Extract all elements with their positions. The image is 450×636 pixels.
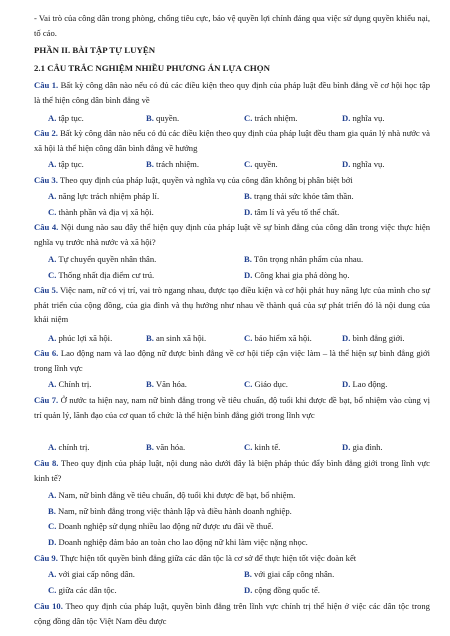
option-b: B. văn hóa. — [146, 442, 186, 452]
option-d: D. Lao động. — [342, 379, 388, 389]
option-c: C. kinh tế. — [244, 442, 281, 452]
option-a: A. năng lực trách nhiệm pháp lí. — [48, 191, 160, 201]
question-text: Bất kỳ công dân nào nếu có đủ các điều kiện theo quy định của pháp luật đều bình đẳng về cơ hội học tập là thể hiện công dân bình đẳng về — [34, 80, 430, 105]
options-row — [34, 440, 430, 454]
question-8 — [34, 456, 430, 485]
question-text: Việc nam, nữ có vị trí, vai trò ngang nhau, được tạo điều kiện và cơ hội phát huy năng lực của mình cho sự phát triển của cộng đồng, của gia đình và thụ hưởng như nhau về thành quả của sự phát triển đó là nội dung của khái niệm — [34, 285, 430, 325]
option-c: C. bảo hiểm xã hội. — [244, 333, 312, 343]
option-a: A. tập tục. — [48, 159, 84, 169]
question-9 — [34, 551, 430, 566]
options-row — [34, 252, 430, 266]
question-10 — [34, 599, 430, 628]
option-d: D. cộng đồng quốc tế. — [244, 585, 320, 595]
option-b: B. quyền. — [146, 113, 180, 123]
question-text: Theo quy định của pháp luật, quyền bình đẳng trên lĩnh vực chính trị thể hiện ở việc các dân tộc trong cộng đồng dân tộc Việt Nam đều được — [34, 601, 430, 626]
question-text: Thực hiện tốt quyền bình đẳng giữa các dân tộc là cơ sở để thực hiện tốt việc đoàn kết — [57, 553, 357, 563]
question-text: Bất kỳ công dân nào nếu có đủ các điều kiện theo quy định của pháp luật đều tham gia quản lý nhà nước và xã hội là thể hiện công dân bình đẳng về hướng — [34, 128, 430, 153]
option-d: D. Doanh nghiệp đảm bảo an toàn cho lao động nữ khi làm việc nặng nhọc. — [48, 537, 308, 547]
options-row — [34, 268, 430, 282]
question-text: Theo quy định của pháp luật, quyền và nghĩa vụ của công dân không bị phân biệt bởi — [57, 175, 353, 185]
options-row — [34, 205, 430, 219]
option-b: B. an sinh xã hội. — [146, 333, 207, 343]
question-number: Câu 4. — [34, 222, 59, 232]
option-b: B. Tôn trọng nhân phẩm của nhau. — [244, 254, 364, 264]
option-c: C. quyền. — [244, 159, 278, 169]
option-c: C. Doanh nghiệp sử dụng nhiều lao động nữ được ưu đãi về thuế. — [48, 521, 274, 531]
question-5 — [34, 283, 430, 327]
option-b: B. Nam, nữ bình đẳng trong việc thành lập và điều hành doanh nghiệp. — [48, 506, 292, 516]
question-number: Câu 1. — [34, 80, 59, 90]
question-7 — [34, 393, 430, 422]
options-row — [34, 583, 430, 597]
option-c: C. Thống nhất địa điểm cư trú. — [48, 270, 155, 280]
question-number: Câu 3. — [34, 175, 58, 185]
question-2 — [34, 126, 430, 155]
question-text: Theo quy định của pháp luật, nội dung nào dưới đây là biện pháp thúc đẩy bình đẳng giới trong lĩnh vực kinh tế? — [34, 458, 430, 483]
option-a: A. với giai cấp nông dân. — [48, 569, 135, 579]
option-c: C. trách nhiệm. — [244, 113, 298, 123]
option-a: A. tập tục. — [48, 113, 84, 123]
question-number: Câu 6. — [34, 348, 59, 358]
option-a: A. Nam, nữ bình đẳng về tiêu chuẩn, độ tuổi khi được đề bạt, bổ nhiệm. — [48, 490, 296, 500]
question-number: Câu 8. — [34, 458, 59, 468]
option-d: D. tâm lí và yếu tố thể chất. — [244, 207, 340, 217]
options-row — [34, 111, 430, 125]
option-d: D. nghĩa vụ. — [342, 113, 385, 123]
options-row — [34, 535, 430, 549]
options-row — [34, 488, 430, 502]
question-number: Câu 2. — [34, 128, 58, 138]
option-b: B. trạng thái sức khỏe tâm thần. — [244, 191, 354, 201]
options-row — [34, 157, 430, 171]
part-title: PHẦN II. BÀI TẬP TỰ LUYỆN — [34, 45, 156, 55]
option-a: A. Tự chuyển quyền nhân thân. — [48, 254, 157, 264]
option-d: D. gia đình. — [342, 442, 383, 452]
question-number: Câu 9. — [34, 553, 58, 563]
option-a: A. phúc lợi xã hội. — [48, 333, 113, 343]
question-6 — [34, 346, 430, 375]
option-a: A. Chính trị. — [48, 379, 92, 389]
option-c: C. giữa các dân tộc. — [48, 585, 117, 595]
question-3 — [34, 173, 430, 188]
option-c: C. Giáo dục. — [244, 379, 288, 389]
option-d: D. bình đẳng giới. — [342, 333, 405, 343]
option-a: A. chính trị. — [48, 442, 90, 452]
options-row — [34, 519, 430, 533]
question-number: Câu 5. — [34, 285, 58, 295]
question-text: Nội dung nào sau đây thể hiện quy định của pháp luật về sự bình đẳng của công dân trong việc thực hiện nghĩa vụ trước nhà nước và xã hội? — [34, 222, 430, 247]
intro-paragraph: - Vai trò của công dân trong phòng, chống tiêu cực, bảo vệ quyền lợi chính đáng qua việc sử dụng quyền khiếu nại, tố cáo. — [34, 13, 430, 38]
question-number: Câu 10. — [34, 601, 63, 611]
option-b: B. với giai cấp công nhân. — [244, 569, 335, 579]
question-text: Lao động nam và lao động nữ được bình đẳng về cơ hội tiếp cận việc làm – là thể hiện sự bình đẳng giới trong lĩnh vực — [34, 348, 430, 373]
question-1 — [34, 78, 430, 107]
option-b: B. trách nhiệm. — [146, 159, 199, 169]
options-row — [34, 504, 430, 518]
question-number: Câu 7. — [34, 395, 59, 405]
options-row — [34, 377, 430, 391]
option-b: B. Văn hóa. — [146, 379, 187, 389]
options-row — [34, 331, 430, 345]
question-4 — [34, 220, 430, 249]
option-c: C. thành phần và địa vị xã hội. — [48, 207, 154, 217]
option-d: D. nghĩa vụ. — [342, 159, 385, 169]
section-title: 2.1 CÂU TRẮC NGHIỆM NHIỀU PHƯƠNG ÁN LỰA CHỌN — [34, 63, 270, 73]
options-row — [34, 189, 430, 203]
question-text: Ở nước ta hiện nay, nam nữ bình đẳng trong về tiêu chuẩn, độ tuổi khi được đề bạt, bổ nhiệm vào cùng vị trí quản lý, lãnh đạo của cơ quan tổ chức là thể hiện bình đẳng giới trong lĩnh vực — [34, 395, 430, 420]
options-row — [34, 567, 430, 581]
option-d: D. Công khai gia phả dòng họ. — [244, 270, 350, 280]
